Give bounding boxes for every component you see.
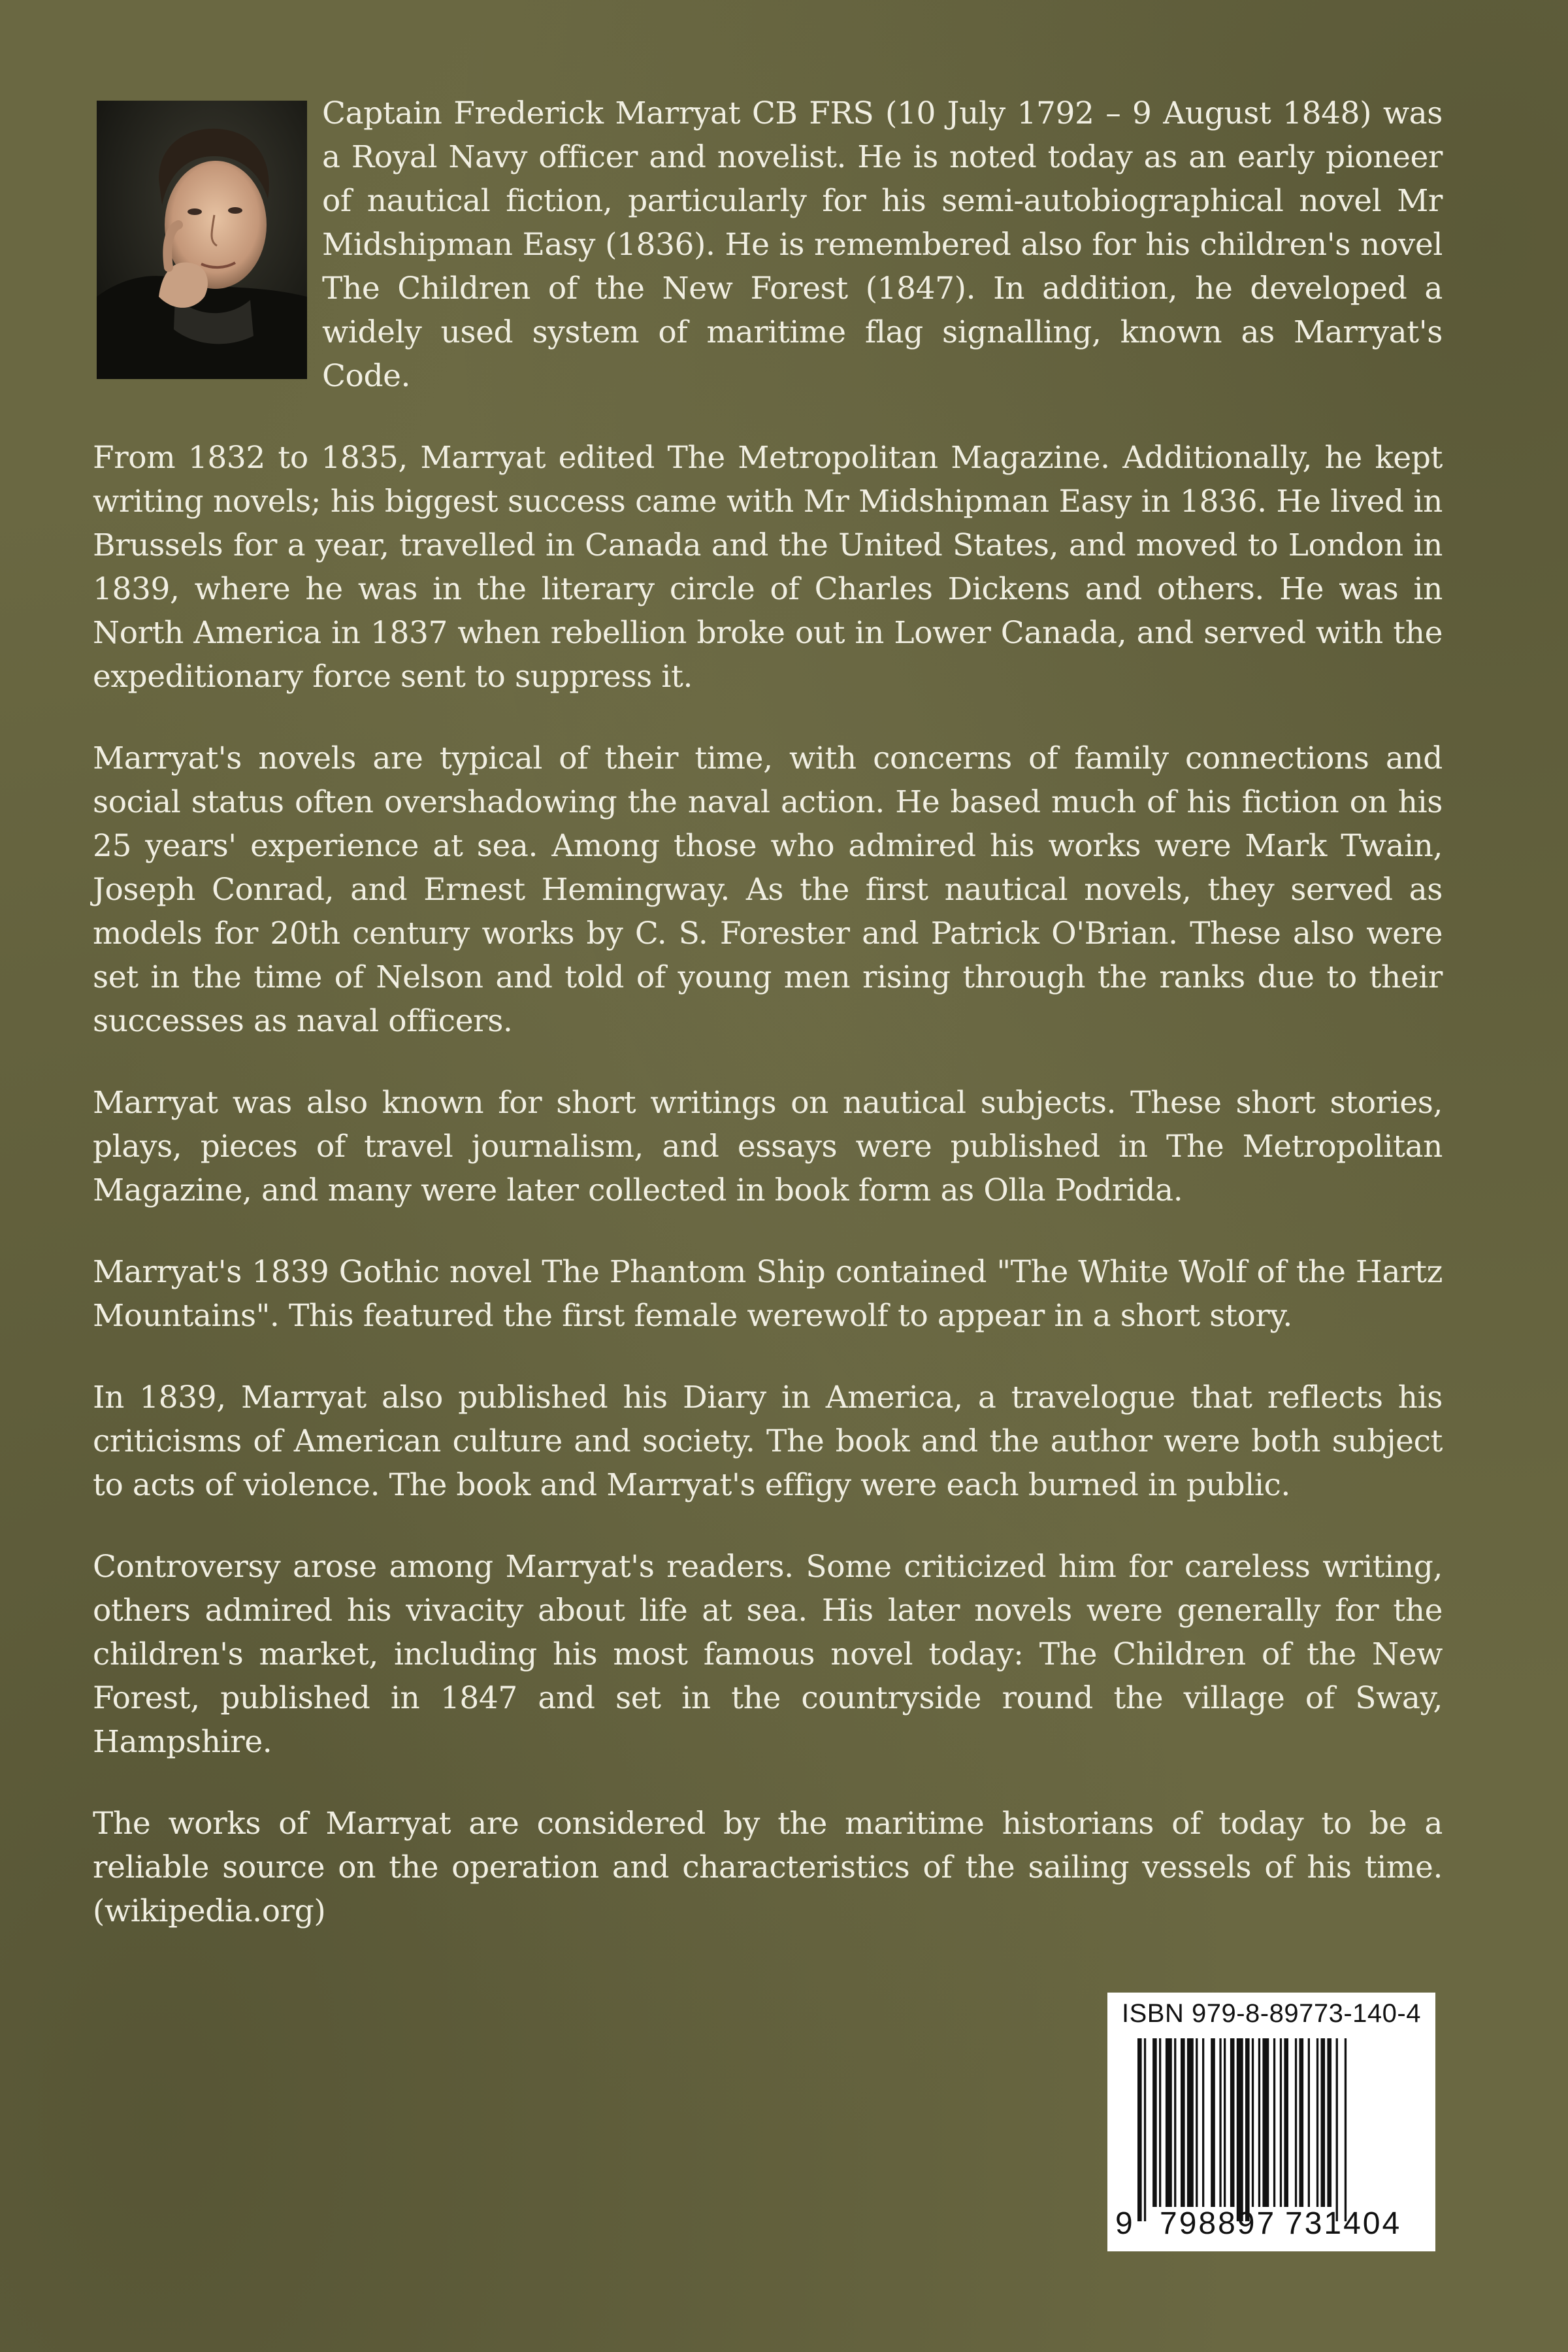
barcode-bar bbox=[1174, 2038, 1176, 2207]
barcode-bar bbox=[1159, 2038, 1161, 2207]
barcode-bar bbox=[1230, 2038, 1235, 2207]
barcode-bar bbox=[1237, 2038, 1243, 2221]
barcode-bar bbox=[1258, 2038, 1260, 2207]
barcode-digit-first: 9 bbox=[1115, 2206, 1133, 2241]
paragraph: Controversy arose among Marryat's readers. Some criticized him for careless writing, others admired his vivacity about life at sea. His later novels were generally for the children's market, including his most famous novel today: The Children of the New Forest, published in 1847 and set in the countryside round the village of Sway, Hampshire. bbox=[93, 1549, 1443, 1760]
barcode-bar bbox=[1252, 2038, 1254, 2207]
paragraph: From 1832 to 1835, Marryat edited The Metropolitan Magazine. Additionally, he kept writing novels; his biggest success came with Mr Midshipman Easy in 1836. He lived in Brussels for a year, travelled in Canada and the United States, and moved to London in 1839, where he was in the literary circle of Charles Dickens and others. He was in North America in 1837 when rebellion broke out in Lower Canada, and served with the expeditionary force sent to suppress it. bbox=[93, 440, 1443, 695]
barcode-bar bbox=[1316, 2038, 1318, 2207]
barcode-bar bbox=[1336, 2038, 1338, 2221]
paragraph: Marryat's novels are typical of their time, with concerns of family connections and social status often overshadowing the naval action. He based much of his fiction on his 25 years' experience at sea. Among those who admired his works were Mark Twain, Joseph Conrad, and Ernest Hemingway. As the first nautical novels, they served as models for 20th century works by C. S. Forester and Patrick O'Brian. These also were set in the time of Nelson and told of young men rising through the ranks due to their successes as naval officers. bbox=[93, 740, 1443, 1039]
isbn-label: ISBN 979-8-89773-140-4 bbox=[1122, 1999, 1421, 2028]
paragraph: The works of Marryat are considered by the maritime historians of today to be a reliable source on the operation and characteristics of the sailing vessels of his time. (wikipedia.org) bbox=[93, 1806, 1443, 1929]
barcode-bar bbox=[1308, 2038, 1310, 2207]
barcode-bar bbox=[1137, 2038, 1142, 2221]
barcode-bar bbox=[1273, 2038, 1275, 2207]
barcode-bar bbox=[1280, 2038, 1282, 2207]
isbn-barcode bbox=[1107, 1993, 1435, 2251]
barcode-digits-left: 798897 bbox=[1160, 2206, 1277, 2241]
paragraph: Marryat was also known for short writings on nautical subjects. These short stories, plays, pieces of travel journalism, and essays were published in The Metropolitan Magazine, and many were later collected in book form as Olla Podrida. bbox=[93, 1085, 1443, 1208]
barcode-bar bbox=[1187, 2038, 1194, 2207]
barcode-bar bbox=[1224, 2038, 1226, 2207]
barcode-bar bbox=[1245, 2038, 1250, 2221]
barcode-digits bbox=[1107, 2206, 1435, 2245]
barcode-bar bbox=[1295, 2038, 1297, 2207]
barcode-bar bbox=[1202, 2038, 1204, 2207]
paragraph: Marryat's 1839 Gothic novel The Phantom Ship contained "The White Wolf of the Hartz Mountains". This featured the first female werewolf to appear in a short story. bbox=[93, 1254, 1443, 1334]
barcode-bar bbox=[1299, 2038, 1304, 2207]
barcode-bar bbox=[1144, 2038, 1146, 2221]
barcode-bar bbox=[1321, 2038, 1326, 2207]
barcode-bar bbox=[1219, 2038, 1221, 2207]
barcode-bar bbox=[1345, 2038, 1347, 2221]
barcode-bar bbox=[1211, 2038, 1215, 2207]
barcode-digits-right: 731404 bbox=[1285, 2206, 1402, 2241]
paragraph: Captain Frederick Marryat CB FRS (10 July 1792 – 9 August 1848) was a Royal Navy officer and novelist. He is noted today as an early pioneer of nautical fiction, particularly for his semi-autobiographical novel Mr Midshipman Easy (1836). He is remembered also for his children's novel The Children of the New Forest (1847). In addition, he developed a widely used system of maritime flag signalling, known as Marryat's Code. bbox=[322, 95, 1443, 394]
barcode-bar bbox=[1152, 2038, 1157, 2207]
paragraph: In 1839, Marryat also published his Diary in America, a travelogue that reflects his criticisms of American culture and society. The book and the author were both subject to acts of violence. The book and Marryat's effigy were each burned in public. bbox=[93, 1380, 1443, 1503]
barcode-bar bbox=[1327, 2038, 1331, 2207]
barcode-bar bbox=[1166, 2038, 1172, 2207]
description-text bbox=[93, 91, 1443, 1971]
barcode-bar bbox=[1262, 2038, 1269, 2207]
barcode-bar bbox=[1181, 2038, 1185, 2207]
barcode-bar bbox=[1196, 2038, 1198, 2207]
barcode-bar bbox=[1284, 2038, 1288, 2207]
